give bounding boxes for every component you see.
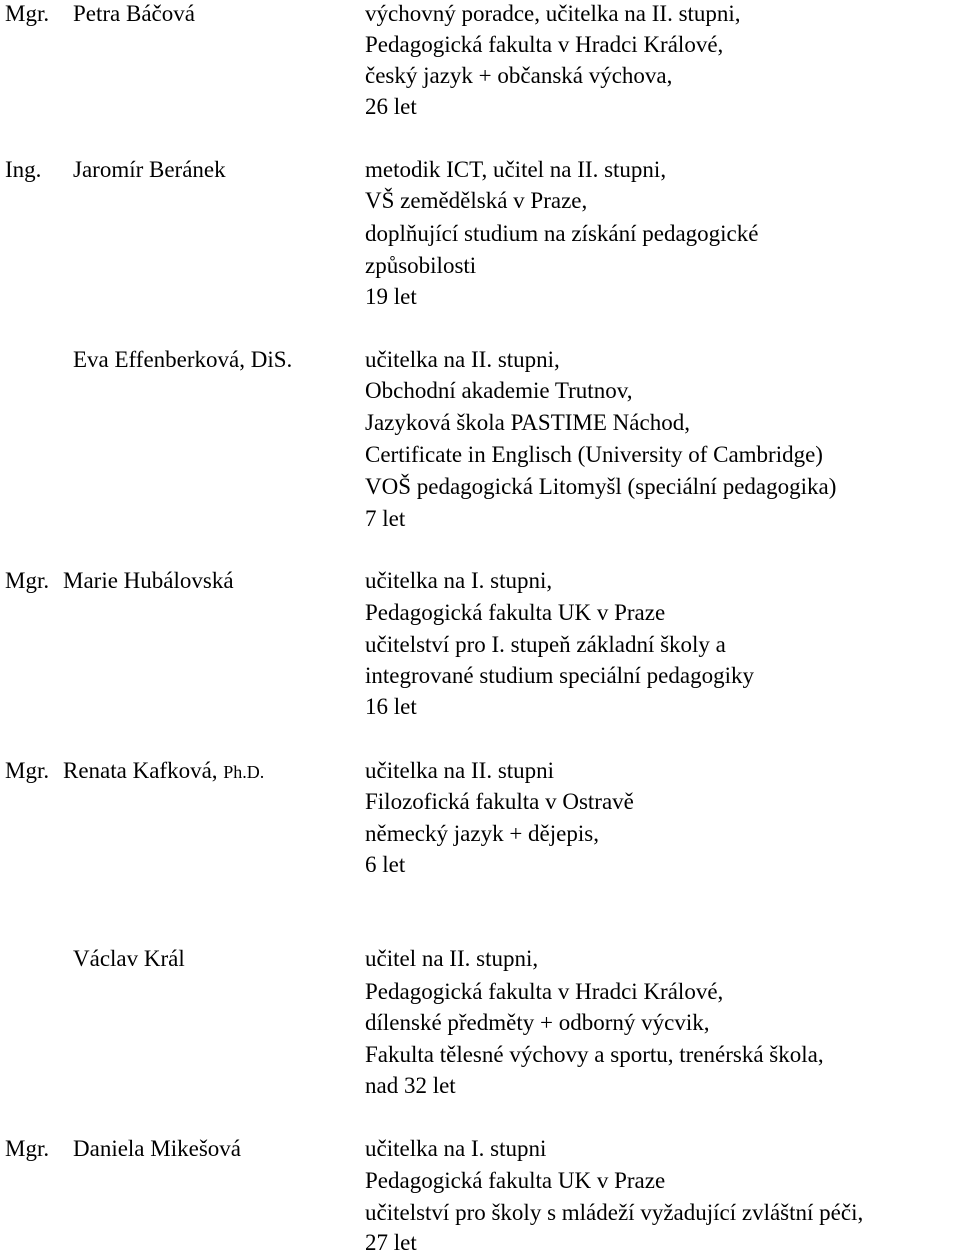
staff-detail-line: učitelka na I. stupni, bbox=[365, 568, 553, 593]
staff-title: Ing. bbox=[5, 157, 42, 182]
staff-degree-suffix: Ph.D. bbox=[223, 762, 265, 782]
staff-title: Mgr. bbox=[5, 1, 50, 26]
staff-detail-line: 7 let bbox=[365, 506, 406, 531]
staff-detail-line: český jazyk + občanská výchova, bbox=[365, 63, 673, 88]
staff-detail-line: Filozofická fakulta v Ostravě bbox=[365, 789, 634, 814]
staff-detail-line: Fakulta tělesné výchovy a sportu, trenérská škola, bbox=[365, 1042, 824, 1067]
staff-detail-line: VOŠ pedagogická Litomyšl (speciální pedagogika) bbox=[365, 474, 837, 499]
staff-detail-line: výchovný poradce, učitelka na II. stupni, bbox=[365, 1, 741, 26]
staff-name: Jaromír Beránek bbox=[73, 157, 226, 182]
staff-detail-line: Pedagogická fakulta UK v Praze bbox=[365, 600, 666, 625]
staff-name: Daniela Mikešová bbox=[73, 1136, 241, 1161]
staff-detail-line: učitelka na II. stupni, bbox=[365, 347, 560, 372]
staff-detail-line: učitelka na I. stupni bbox=[365, 1136, 547, 1161]
staff-detail-line: Obchodní akademie Trutnov, bbox=[365, 378, 633, 403]
staff-detail-line: Pedagogická fakulta v Hradci Králové, bbox=[365, 32, 724, 57]
staff-detail-line: učitelství pro I. stupeň základní školy a bbox=[365, 632, 726, 657]
staff-detail-line: dílenské předměty + odborný výcvik, bbox=[365, 1010, 710, 1035]
staff-detail-line: doplňující studium na získání pedagogické bbox=[365, 221, 759, 246]
staff-name: Eva Effenberková, DiS. bbox=[73, 347, 293, 372]
staff-detail-line: nad 32 let bbox=[365, 1073, 456, 1098]
staff-detail-line: způsobilosti bbox=[365, 253, 477, 278]
staff-name: Václav Král bbox=[73, 946, 185, 971]
staff-detail-line: Certificate in Englisch (University of Cambridge) bbox=[365, 442, 823, 467]
staff-detail-line: VŠ zemědělská v Praze, bbox=[365, 188, 588, 213]
staff-detail-line: 16 let bbox=[365, 694, 417, 719]
staff-detail-line: 27 let bbox=[365, 1230, 417, 1255]
staff-detail-line: učitelství pro školy s mládeží vyžadující zvláštní péči, bbox=[365, 1200, 864, 1225]
staff-detail-line: integrované studium speciální pedagogiky bbox=[365, 663, 754, 688]
staff-name: Petra Báčová bbox=[73, 1, 195, 26]
staff-detail-line: 19 let bbox=[365, 284, 417, 309]
staff-detail-line: 26 let bbox=[365, 94, 417, 119]
staff-name: Marie Hubálovská bbox=[63, 568, 234, 593]
staff-detail-line: učitel na II. stupni, bbox=[365, 946, 539, 971]
staff-title: Mgr. bbox=[5, 758, 50, 783]
staff-detail-line: učitelka na II. stupni bbox=[365, 758, 555, 783]
staff-title: Mgr. bbox=[5, 1136, 50, 1161]
staff-detail-line: metodik ICT, učitel na II. stupni, bbox=[365, 157, 667, 182]
staff-name bbox=[63, 758, 264, 785]
staff-detail-line: německý jazyk + dějepis, bbox=[365, 821, 599, 846]
staff-title: Mgr. bbox=[5, 568, 50, 593]
staff-detail-line: Pedagogická fakulta UK v Praze bbox=[365, 1168, 666, 1193]
staff-detail-line: Jazyková škola PASTIME Náchod, bbox=[365, 410, 690, 435]
staff-detail-line: 6 let bbox=[365, 852, 406, 877]
staff-detail-line: Pedagogická fakulta v Hradci Králové, bbox=[365, 979, 724, 1004]
staff-name-text: Renata Kafková, bbox=[63, 758, 218, 783]
